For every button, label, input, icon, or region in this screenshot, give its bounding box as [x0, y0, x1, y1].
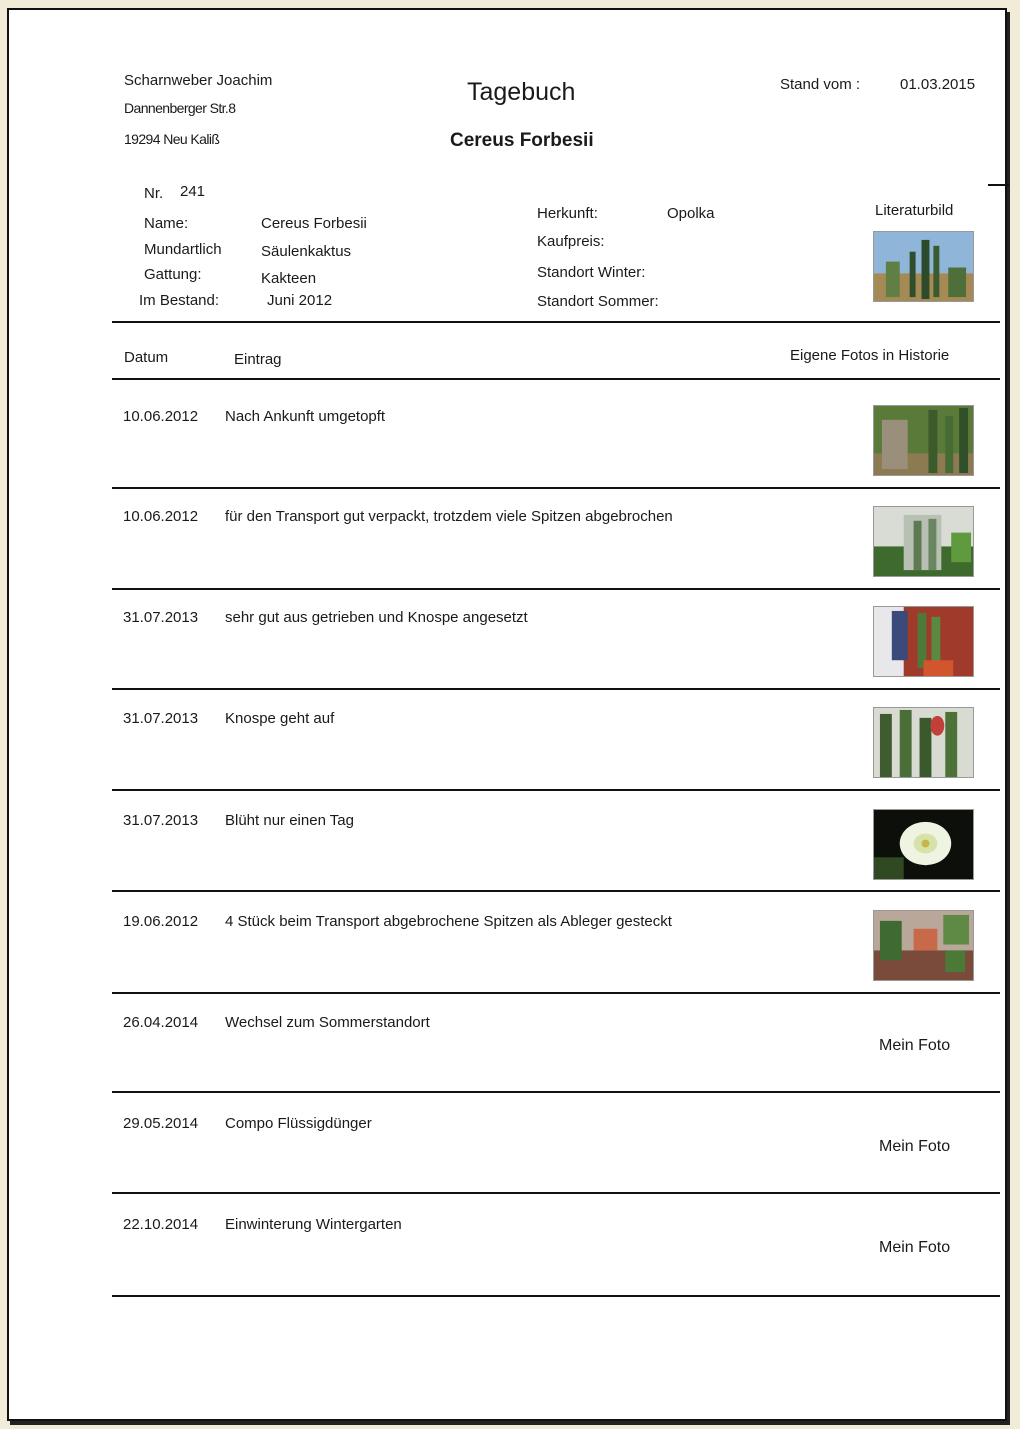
sommer-label: Standort Sommer: [537, 293, 659, 310]
divider [112, 378, 1000, 380]
white-flower-photo [873, 809, 974, 880]
entry-text: Knospe geht auf [225, 710, 335, 727]
entry-date: 10.06.2012 [123, 508, 199, 525]
name-value: Cereus Forbesii [261, 215, 367, 232]
col-datum-header: Datum [124, 349, 169, 366]
gattung-label: Gattung: [144, 266, 202, 283]
entry-text: für den Transport gut verpackt, trotzdem viele Spitzen abgebrochen [225, 508, 673, 525]
owner-city: 19294 Neu Kaliß [124, 131, 220, 147]
col-fotos-header: Eigene Fotos in Historie [790, 347, 950, 364]
bestand-value: Juni 2012 [267, 292, 333, 309]
herkunft-label: Herkunft: [537, 205, 598, 222]
entry-text: 4 Stück beim Transport abgebrochene Spitzen als Ableger gesteckt [225, 913, 672, 930]
nr-label: Nr. [144, 185, 164, 202]
owner-street: Dannenberger Str.8 [124, 100, 236, 116]
header-tick [988, 184, 1009, 186]
photo-placeholder: Mein Foto [879, 1037, 951, 1054]
doc-title: Tagebuch [467, 78, 576, 106]
entry-date: 31.07.2013 [123, 710, 199, 727]
winter-label: Standort Winter: [537, 264, 646, 281]
stand-date: 01.03.2015 [900, 76, 976, 93]
divider [112, 588, 1000, 590]
entry-date: 31.07.2013 [123, 812, 199, 829]
entry-text: Wechsel zum Sommerstandort [225, 1014, 430, 1031]
potted-cactus-photo [873, 506, 974, 577]
entry-date: 29.05.2014 [123, 1115, 199, 1132]
kaufpreis-label: Kaufpreis: [537, 233, 605, 250]
divider [112, 1295, 1000, 1297]
cactus-bud-photo [873, 606, 974, 677]
literaturbild-label: Literaturbild [875, 202, 954, 219]
entry-date: 22.10.2014 [123, 1216, 199, 1233]
mundartlich-label: Mundartlich [144, 241, 222, 258]
herkunft-value: Opolka [667, 205, 715, 222]
divider [112, 321, 1000, 323]
literaturbild-photo [873, 231, 974, 302]
bestand-label: Im Bestand: [139, 292, 220, 309]
owner-name: Scharnweber Joachim [124, 72, 273, 89]
stand-label: Stand vom : [780, 76, 861, 93]
col-eintrag-header: Eintrag [234, 351, 282, 368]
entry-text: Blüht nur einen Tag [225, 812, 354, 829]
photo-placeholder: Mein Foto [879, 1239, 951, 1256]
name-label: Name: [144, 215, 189, 232]
entry-date: 26.04.2014 [123, 1014, 199, 1031]
entry-text: Compo Flüssigdünger [225, 1115, 372, 1132]
cuttings-photo [873, 910, 974, 981]
entry-date: 10.06.2012 [123, 408, 199, 425]
photo-placeholder: Mein Foto [879, 1138, 951, 1155]
divider [112, 890, 1000, 892]
diary-page [7, 8, 1007, 1421]
divider [112, 992, 1000, 994]
opening-bud-photo [873, 707, 974, 778]
entry-text: Einwinterung Wintergarten [225, 1216, 402, 1233]
divider [112, 688, 1000, 690]
entry-text: sehr gut aus getrieben und Knospe angesetzt [225, 609, 528, 626]
nr-value: 241 [180, 183, 206, 200]
divider [112, 1192, 1000, 1194]
entry-text: Nach Ankunft umgetopft [225, 408, 386, 425]
entry-date: 19.06.2012 [123, 913, 199, 930]
divider [112, 789, 1000, 791]
gattung-value: Kakteen [261, 270, 317, 287]
divider [112, 487, 1000, 489]
plant-title: Cereus Forbesii [450, 130, 594, 151]
divider [112, 1091, 1000, 1093]
entry-date: 31.07.2013 [123, 609, 199, 626]
mundartlich-value: Säulenkaktus [261, 243, 352, 260]
garden-cactus-photo [873, 405, 974, 476]
